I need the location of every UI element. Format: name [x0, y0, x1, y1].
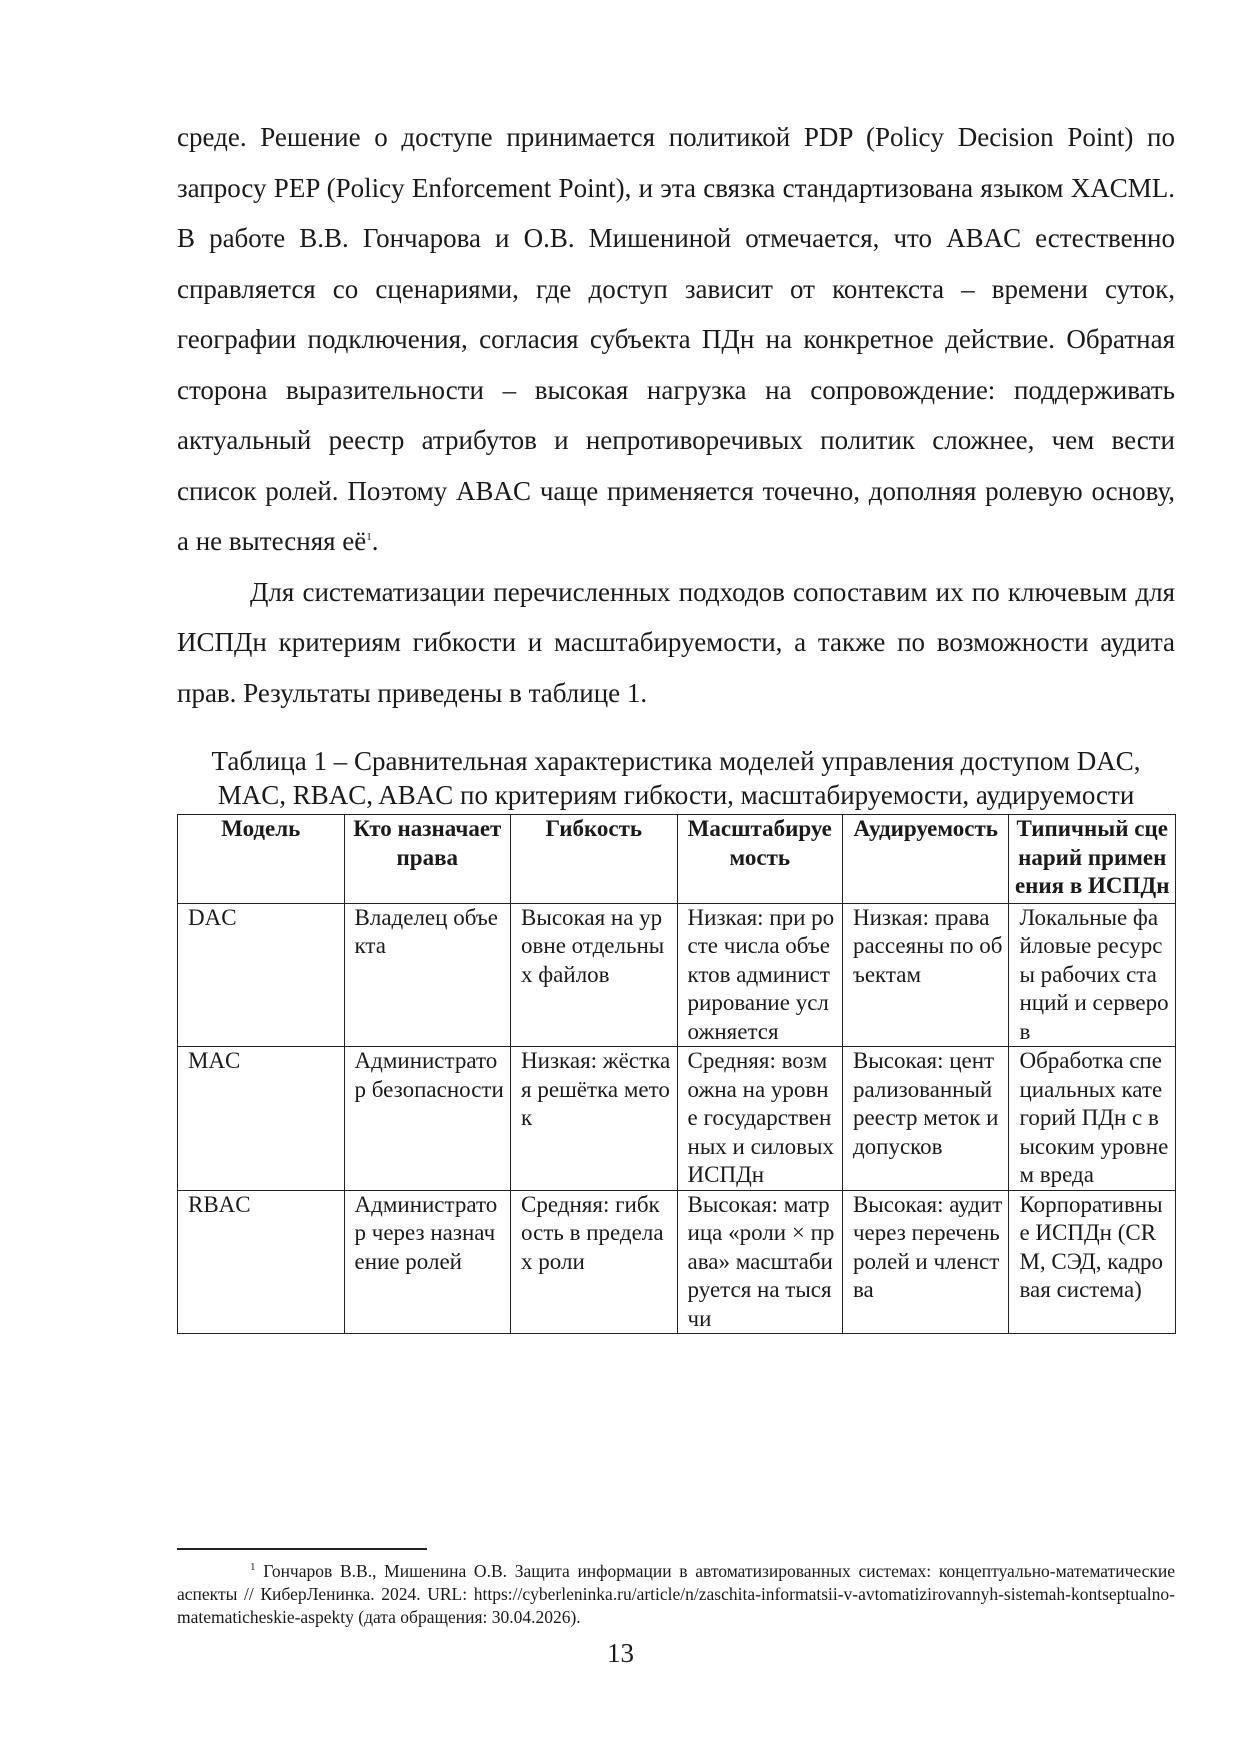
comparison-table	[177, 814, 1176, 1334]
header-model: Модель	[178, 815, 345, 904]
footnote	[177, 1560, 1175, 1629]
page-number: 13	[607, 1638, 634, 1668]
cell-auditability: Высокая: аудит через перечень ролей и членства	[842, 1190, 1009, 1334]
footnote-divider	[177, 1548, 427, 1550]
cell-flexibility: Высокая на уровне отдельных файлов	[511, 903, 678, 1047]
table-row	[178, 1190, 1176, 1334]
footnote-number: 1	[250, 1561, 256, 1574]
table-row	[178, 903, 1176, 1047]
cell-model: RBAC	[178, 1190, 345, 1334]
cell-model: MAC	[178, 1047, 345, 1191]
table-caption: Таблица 1 – Сравнительная характеристика моделей управления доступом DAC, MAC, RBAC, ABAC по критериям гибкости, масштабируемости, аудируемости	[211, 746, 1141, 810]
paragraph-abac-end: .	[371, 526, 379, 556]
header-flexibility: Гибкость	[511, 815, 678, 904]
paragraph-abac-text: среде. Решение о доступе принимается политикой PDP (Policy Decision Point) по запросу PEP (Policy Enforcement Point), и эта связка стандартизована языком XACML. В работе В.В. Гончарова и О.В. Мишениной отмечается, что ABAC естественно справляется со сценариями, где доступ зависит от контекста – времени суток, географии подключения, согласия субъекта ПДн на конкретное действие. Обратная сторона выразительности – высокая нагрузка на сопровождение: поддерживать актуальный реестр атрибутов и непротиворечивых политик сложнее, чем вести список ролей. Поэтому ABAC чаще применяется точечно, дополняя ролевую основу, а не вытесняя её	[177, 122, 1175, 556]
footnote-reference[interactable]: 1	[366, 531, 372, 543]
cell-scalability: Высокая: матрица «роли × права» масштабируется на тысячи	[677, 1190, 842, 1334]
cell-typical-scenario: Обработка специальных категорий ПДн с высоким уровнем вреда	[1009, 1047, 1176, 1191]
cell-flexibility: Низкая: жёсткая решётка меток	[511, 1047, 678, 1191]
cell-model: DAC	[178, 903, 345, 1047]
page-body	[177, 112, 1175, 1334]
cell-auditability: Низкая: права рассеяны по объектам	[842, 903, 1009, 1047]
table-row	[178, 1047, 1176, 1191]
cell-scalability: Средняя: возможна на уровне государственных и силовых ИСПДн	[677, 1047, 842, 1191]
cell-who-assigns: Администратор через назначение ролей	[344, 1190, 511, 1334]
cell-who-assigns: Владелец объекта	[344, 903, 511, 1047]
header-scalability: Масштабируемость	[677, 815, 842, 904]
cell-flexibility: Средняя: гибкость в пределах роли	[511, 1190, 678, 1334]
header-typical-scenario: Типичный сценарий применения в ИСПДн	[1009, 815, 1176, 904]
table-header-row	[178, 815, 1176, 904]
paragraph-abac	[177, 112, 1175, 567]
cell-auditability: Высокая: централизованный реестр меток и допусков	[842, 1047, 1009, 1191]
footnote-text[interactable]: Гончаров В.В., Мишенина О.В. Защита информации в автоматизированных системах: концептуально-математические аспекты // КиберЛенинка. 2024. URL: https://cyberleninka.ru/article/n/zaschita-informatsii-v-avtomatizirovannyh-sistemah-kontseptualno-matematicheskie-aspekty (дата обращения: 30.04.2026).	[177, 1561, 1176, 1627]
header-auditability: Аудируемость	[842, 815, 1009, 904]
cell-who-assigns: Администратор безопасности	[344, 1047, 511, 1191]
header-who-assigns: Кто назначает права	[344, 815, 511, 904]
cell-scalability: Низкая: при росте числа объектов администрирование усложняется	[677, 903, 842, 1047]
paragraph-systematization: Для систематизации перечисленных подходов сопоставим их по ключевым для ИСПДн критериям гибкости и масштабируемости, а также по возможности аудита прав. Результаты приведены в таблице 1.	[177, 576, 1175, 708]
cell-typical-scenario: Локальные файловые ресурсы рабочих станций и серверов	[1009, 903, 1176, 1047]
cell-typical-scenario: Корпоративные ИСПДн (CRM, СЭД, кадровая система)	[1009, 1190, 1176, 1334]
